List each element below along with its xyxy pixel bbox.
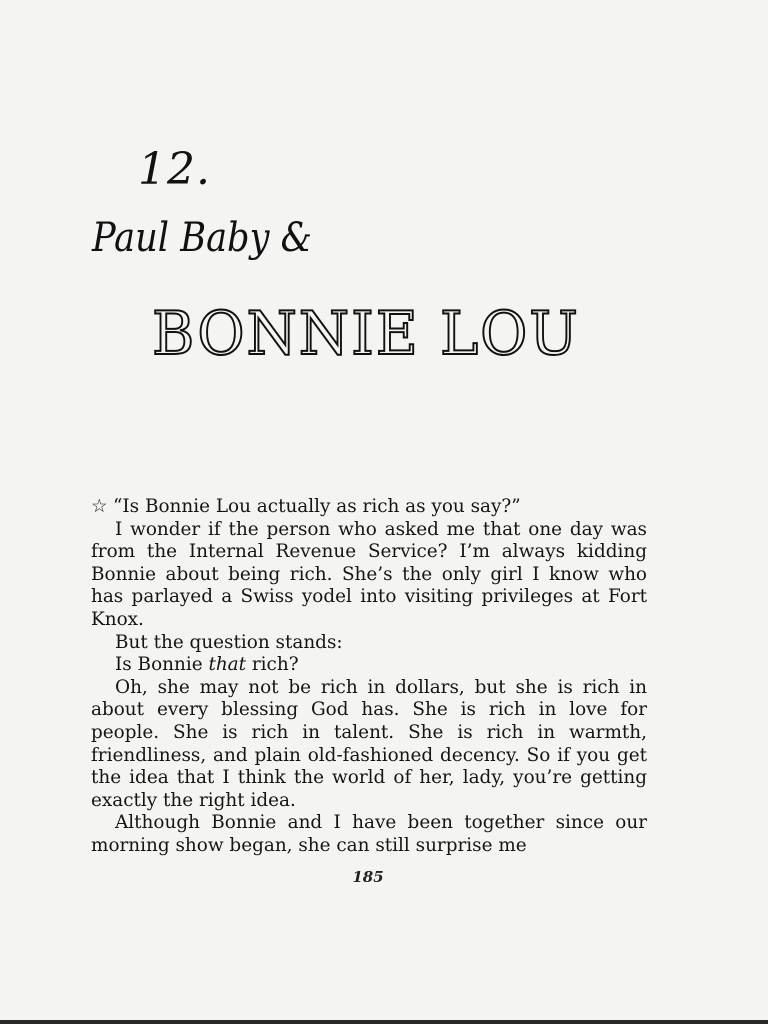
paragraph-5: Oh, she may not be rich in dollars, but she is rich in about every blessing God has. She is rich in love for people. She is rich in talent. She is rich in warmth, friendliness, and plain old-fashioned decency. So if you get the idea that I think the world of her, lady, you’re getting exactly the right idea. <box>91 676 647 811</box>
page-number: 185 <box>352 868 384 886</box>
paragraph-3: But the question stands: <box>115 631 343 653</box>
chapter-title-line-2: BONNIE LOU <box>152 299 580 369</box>
paragraph-text: “Is Bonnie Lou actually as rich as you say?” <box>113 496 521 517</box>
chapter-number: 12. <box>138 144 211 195</box>
chapter-title-line-1: Paul Baby & <box>92 215 312 261</box>
body-text <box>91 496 647 858</box>
emphasis-text: that <box>208 654 247 676</box>
paragraph-text: rich? <box>246 654 299 676</box>
star-icon: ☆ <box>91 496 108 517</box>
paragraph-6: Although Bonnie and I have been together since our morning show began, she can still surprise me <box>91 812 647 856</box>
paragraph-text: Is Bonnie <box>115 654 209 676</box>
paragraph-1 <box>91 496 647 519</box>
paragraph-4 <box>91 654 647 677</box>
page-edge <box>0 1020 768 1024</box>
paragraph-2: I wonder if the person who asked me that one day was from the Internal Revenue Service? I’m always kidding Bonnie about being rich. She’s the only girl I know who has parlayed a Swiss yodel into visiting privileges at Fort Knox. <box>91 518 647 630</box>
